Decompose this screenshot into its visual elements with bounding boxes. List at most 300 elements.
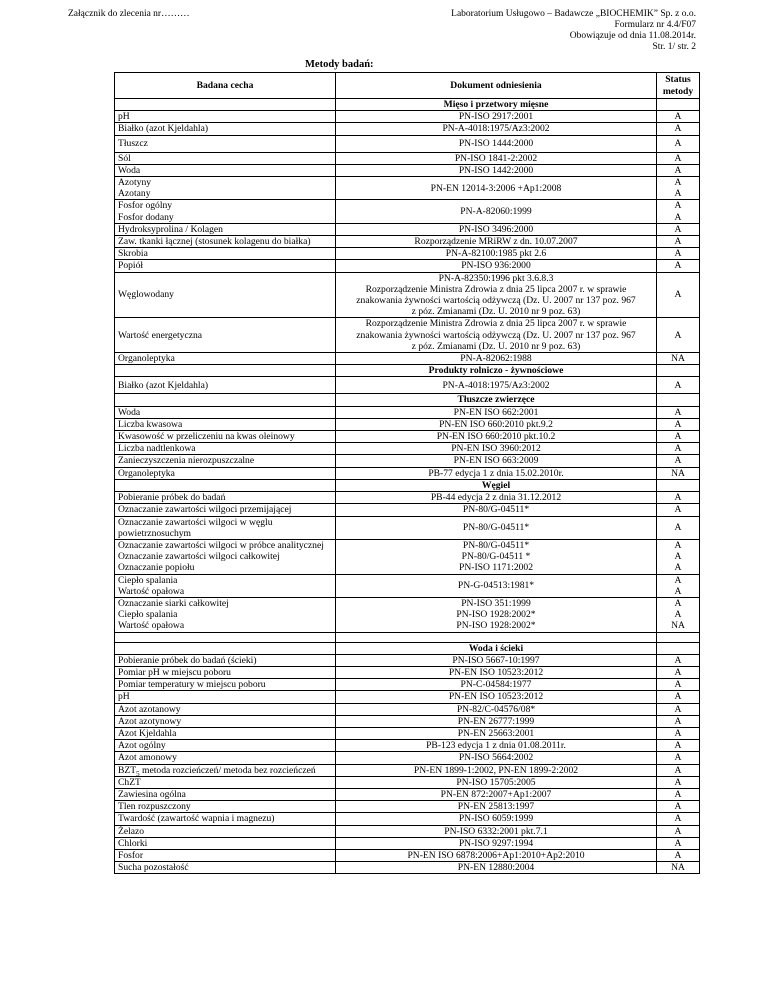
status-cell bbox=[657, 727, 700, 739]
document-cell bbox=[336, 418, 657, 430]
feature-cell bbox=[115, 740, 336, 752]
feature-cell bbox=[115, 406, 336, 418]
status-cell bbox=[657, 703, 700, 715]
table-row bbox=[115, 248, 700, 260]
feature-cell-line: Wartość opałowa bbox=[118, 585, 185, 597]
table-row bbox=[115, 200, 700, 223]
document-cell bbox=[336, 200, 657, 223]
document-cell-line: PN-ISO 3496:2000 bbox=[458, 223, 534, 235]
feature-cell-line: Tlen rozpuszczony bbox=[118, 801, 191, 813]
feature-cell-line: Popiół bbox=[118, 260, 144, 272]
feature-cell bbox=[115, 467, 336, 479]
lab-name: Laboratorium Usługowo – Badawcze „BIOCHEMIK” Sp. z o.o. bbox=[451, 9, 696, 19]
section-heading-left bbox=[115, 479, 336, 491]
status-cell bbox=[657, 666, 700, 678]
table-row bbox=[115, 801, 700, 813]
feature-cell bbox=[115, 200, 336, 223]
bzt-rest: metoda rozcieńczeń/ metoda bez rozcieńczeń bbox=[139, 764, 316, 776]
document-cell bbox=[336, 504, 657, 516]
feature-cell bbox=[115, 152, 336, 164]
status-cell-line: A bbox=[674, 703, 682, 715]
section-heading: Produkty rolniczo - żywnościowe bbox=[336, 365, 657, 377]
document-cell-line: PN-ISO 1442:2000 bbox=[458, 164, 534, 176]
feature-cell-line: Skrobia bbox=[118, 248, 148, 260]
document-cell bbox=[336, 574, 657, 597]
document-cell-line: PN-A-4018:1975/Az3:2002 bbox=[442, 123, 550, 135]
status-cell-line: A bbox=[674, 715, 682, 727]
table-row bbox=[115, 406, 700, 418]
feature-cell-line: Oznaczanie popiołu bbox=[118, 562, 195, 574]
document-cell-line: PN-EN 12014-3:2006 +Ap1:2008 bbox=[430, 182, 562, 194]
document-cell bbox=[336, 492, 657, 504]
section-heading-left bbox=[115, 99, 336, 111]
document-cell-line: Rozporządzenie Ministra Zdrowia z dnia 25 lipca 2007 r. w sprawie bbox=[365, 318, 627, 330]
table-row bbox=[115, 467, 700, 479]
status-cell bbox=[657, 492, 700, 504]
document-cell bbox=[336, 764, 657, 776]
feature-cell-line: Twardość (zawartość wapnia i magnezu) bbox=[118, 813, 275, 825]
feature-cell-line: Wartość opałowa bbox=[118, 620, 185, 632]
feature-cell bbox=[115, 164, 336, 176]
document-cell-line: PN-ISO 1171:2002 bbox=[459, 562, 533, 574]
status-cell bbox=[657, 318, 700, 353]
document-cell-line: PN-80/G-04511* bbox=[462, 522, 530, 534]
document-cell-line: Rozporządzenie MRiRW z dn. 10.07.2007 bbox=[414, 236, 578, 248]
page-number: Str. 1/ str. 2 bbox=[652, 42, 696, 52]
document-cell-line: PN-EN ISO 663:2009 bbox=[453, 455, 539, 467]
table-row bbox=[115, 574, 700, 597]
feature-cell bbox=[115, 135, 336, 152]
status-cell bbox=[657, 455, 700, 467]
feature-cell bbox=[115, 837, 336, 849]
section-heading-row bbox=[115, 99, 700, 111]
section-heading: Mięso i przetwory mięsne bbox=[336, 99, 657, 111]
header-left-note: Załącznik do zlecenia nr……… bbox=[68, 9, 190, 19]
status-cell bbox=[657, 597, 700, 632]
document-cell bbox=[336, 455, 657, 467]
document-cell-line: PN-EN 12880:2004 bbox=[457, 862, 535, 874]
feature-cell-line: Azotany bbox=[118, 188, 151, 200]
table-row bbox=[115, 272, 700, 318]
document-cell bbox=[336, 654, 657, 666]
feature-cell bbox=[115, 666, 336, 678]
table-row bbox=[115, 788, 700, 800]
document-cell bbox=[336, 740, 657, 752]
feature-cell-line: Oznaczanie siarki całkowitej bbox=[118, 597, 229, 609]
document-cell-line: PN-A-4018:1975/Az3:2002 bbox=[442, 379, 550, 391]
status-cell bbox=[657, 654, 700, 666]
status-cell-line: A bbox=[674, 585, 682, 597]
document-cell bbox=[336, 666, 657, 678]
table-row bbox=[115, 318, 700, 353]
feature-cell-line: Ciepło spalania bbox=[118, 574, 178, 586]
document-cell-line: PN-EN 872:2007+Ap1:2007 bbox=[440, 788, 552, 800]
feature-cell-line: Oznaczanie zawartości wilgoci przemijającej bbox=[118, 504, 292, 516]
feature-cell bbox=[115, 248, 336, 260]
status-cell-line: A bbox=[674, 289, 682, 301]
document-cell-line: PN-ISO 1928:2002* bbox=[456, 609, 536, 621]
feature-cell bbox=[115, 813, 336, 825]
feature-cell-line: Zanieczyszczenia nierozpuszczalne bbox=[118, 455, 255, 467]
form-number: Formularz nr 4.4/F07 bbox=[614, 20, 696, 30]
document-cell-line: PN-C-04584:1977 bbox=[460, 679, 532, 691]
feature-cell-line: Woda bbox=[118, 406, 141, 418]
document-cell bbox=[336, 715, 657, 727]
feature-cell bbox=[115, 788, 336, 800]
table-body bbox=[115, 99, 700, 874]
document-cell bbox=[336, 431, 657, 443]
document-cell-line: znakowania żywności wartością odżywczą (Dz. U. 2007 nr 137 poz. 967 bbox=[356, 295, 636, 307]
status-cell-line: A bbox=[674, 443, 682, 455]
table-row bbox=[115, 740, 700, 752]
status-cell bbox=[657, 691, 700, 703]
document-cell-line: PN-EN 1899-1:2002, PN-EN 1899-2:2002 bbox=[413, 764, 579, 776]
status-cell-line: NA bbox=[671, 862, 685, 874]
bzt-label: BZT bbox=[118, 764, 137, 776]
status-cell-line: A bbox=[674, 200, 682, 212]
feature-cell bbox=[115, 801, 336, 813]
section-heading: Tłuszcze zwierzęce bbox=[336, 394, 657, 406]
table-row bbox=[115, 666, 700, 678]
status-cell bbox=[657, 837, 700, 849]
table-row bbox=[115, 492, 700, 504]
feature-cell bbox=[115, 597, 336, 632]
table-row bbox=[115, 353, 700, 365]
status-cell-line: A bbox=[674, 597, 682, 609]
status-cell bbox=[657, 200, 700, 223]
status-cell bbox=[657, 715, 700, 727]
status-cell bbox=[657, 377, 700, 394]
document-cell bbox=[336, 849, 657, 861]
status-cell-line: A bbox=[674, 539, 682, 551]
status-cell bbox=[657, 504, 700, 516]
table-row bbox=[115, 679, 700, 691]
section-heading-right bbox=[657, 394, 700, 406]
document-cell bbox=[336, 135, 657, 152]
status-cell bbox=[657, 431, 700, 443]
feature-cell bbox=[115, 177, 336, 200]
document-cell bbox=[336, 752, 657, 764]
table-row bbox=[115, 504, 700, 516]
document-cell bbox=[336, 813, 657, 825]
table-row bbox=[115, 152, 700, 164]
document-cell-line: PB-44 edycja 2 z dnia 31.12.2012 bbox=[430, 492, 562, 504]
document-cell-line: PN-A-82062:1988 bbox=[460, 353, 532, 365]
column-header-feature: Badana cecha bbox=[115, 73, 336, 99]
document-cell bbox=[336, 539, 657, 574]
feature-cell bbox=[115, 715, 336, 727]
status-cell-line: A bbox=[674, 788, 682, 800]
status-cell-line: A bbox=[674, 418, 682, 430]
feature-cell bbox=[115, 516, 336, 539]
document-cell bbox=[336, 679, 657, 691]
section-heading-left bbox=[115, 642, 336, 654]
feature-cell-line: Liczba kwasowa bbox=[118, 418, 183, 430]
section-heading-right bbox=[657, 365, 700, 377]
feature-cell bbox=[115, 377, 336, 394]
document-cell-line: PN-ISO 15705:2005 bbox=[456, 776, 536, 788]
status-cell bbox=[657, 111, 700, 123]
status-cell-line: A bbox=[674, 574, 682, 586]
status-cell-line: A bbox=[674, 455, 682, 467]
document-cell-line: PN-ISO 5667-10:1997 bbox=[452, 654, 540, 666]
document-cell-line: PN-A-82100:1985 pkt 2.6 bbox=[445, 248, 547, 260]
feature-cell-line: Oznaczanie zawartości wilgoci całkowitej bbox=[118, 551, 280, 563]
status-cell-line: A bbox=[674, 111, 682, 123]
feature-cell-line: Zawiesina ogólna bbox=[118, 788, 186, 800]
status-cell-line: A bbox=[674, 752, 682, 764]
status-cell bbox=[657, 353, 700, 365]
spacer-cell bbox=[336, 632, 657, 642]
status-cell bbox=[657, 443, 700, 455]
document-cell-line: PN-82/C-04576/08* bbox=[456, 703, 536, 715]
table-row bbox=[115, 703, 700, 715]
document-cell bbox=[336, 236, 657, 248]
status-cell-line: A bbox=[674, 551, 682, 563]
feature-cell-line: Azotyny bbox=[118, 177, 152, 189]
document-cell bbox=[336, 152, 657, 164]
status-cell bbox=[657, 516, 700, 539]
status-cell bbox=[657, 248, 700, 260]
feature-cell-line: pH bbox=[118, 111, 130, 123]
table-row bbox=[115, 654, 700, 666]
document-cell-line: PN-EN ISO 10523:2012 bbox=[448, 691, 544, 703]
status-cell bbox=[657, 164, 700, 176]
status-cell-line: A bbox=[674, 138, 682, 149]
section-heading-right bbox=[657, 642, 700, 654]
feature-cell bbox=[115, 111, 336, 123]
section-heading-row bbox=[115, 642, 700, 654]
section-heading: Woda i ścieki bbox=[336, 642, 657, 654]
feature-cell-line: Pomiar pH w miejscu poboru bbox=[118, 666, 231, 678]
status-cell-line: A bbox=[674, 666, 682, 678]
document-cell-line: Rozporządzenie Ministra Zdrowia z dnia 25 lipca 2007 r. w sprawie bbox=[365, 283, 627, 295]
feature-cell bbox=[115, 727, 336, 739]
table-row bbox=[115, 223, 700, 235]
status-cell-line: NA bbox=[671, 353, 685, 365]
table-row bbox=[115, 752, 700, 764]
document-cell bbox=[336, 597, 657, 632]
feature-cell-line: Fosfor bbox=[118, 849, 144, 861]
document-cell bbox=[336, 788, 657, 800]
status-cell-line: A bbox=[674, 654, 682, 666]
document-cell bbox=[336, 516, 657, 539]
status-cell bbox=[657, 788, 700, 800]
status-cell bbox=[657, 752, 700, 764]
feature-cell bbox=[115, 418, 336, 430]
document-cell-line: PN-ISO 5664:2002 bbox=[458, 752, 534, 764]
feature-cell-line: Hydroksyprolina / Kolagen bbox=[118, 223, 223, 235]
feature-cell-line: Białko (azot Kjeldahla) bbox=[118, 379, 209, 391]
document-cell-line: z póz. Zmianami (Dz. U. 2010 nr 9 poz. 63) bbox=[411, 340, 581, 352]
section-heading-row bbox=[115, 394, 700, 406]
feature-cell bbox=[115, 539, 336, 574]
table-row bbox=[115, 177, 700, 200]
feature-cell bbox=[115, 752, 336, 764]
feature-cell-line: Chlorki bbox=[118, 837, 148, 849]
table-row bbox=[115, 825, 700, 837]
table-row bbox=[115, 813, 700, 825]
feature-cell bbox=[115, 574, 336, 597]
document-cell bbox=[336, 801, 657, 813]
document-cell-line: PN-ISO 9297:1994 bbox=[458, 837, 534, 849]
document-cell bbox=[336, 727, 657, 739]
document-cell-line: PN-80/G-04511 * bbox=[461, 551, 531, 563]
feature-cell bbox=[115, 654, 336, 666]
status-cell-line: A bbox=[674, 177, 682, 189]
document-cell-line: PN-ISO 351:1999 bbox=[461, 597, 531, 609]
status-cell-line: A bbox=[674, 679, 682, 691]
document-cell bbox=[336, 223, 657, 235]
feature-cell-line: Liczba nadtlenkowa bbox=[118, 443, 196, 455]
document-cell-line: znakowania żywności wartością odżywczą (Dz. U. 2007 nr 137 poz. 967 bbox=[356, 329, 636, 341]
status-cell-line: A bbox=[674, 825, 682, 837]
status-cell bbox=[657, 776, 700, 788]
feature-cell bbox=[115, 223, 336, 235]
table-row bbox=[115, 135, 700, 152]
status-cell-line: A bbox=[674, 849, 682, 861]
document-cell-line: PN-ISO 1444:2000 bbox=[458, 138, 534, 149]
status-cell-line: A bbox=[674, 522, 682, 534]
document-cell-line: PN-G-04513:1981* bbox=[457, 580, 535, 592]
section-heading-row bbox=[115, 479, 700, 491]
status-cell bbox=[657, 123, 700, 135]
feature-cell-line: Oznaczanie zawartości wilgoci w węglu bbox=[118, 516, 273, 528]
status-cell-line: A bbox=[674, 379, 682, 391]
spacer-cell bbox=[657, 632, 700, 642]
document-cell-line: PN-ISO 1841-2:2002 bbox=[454, 152, 538, 164]
status-cell bbox=[657, 152, 700, 164]
feature-cell bbox=[115, 825, 336, 837]
document-cell-line: PN-80/G-04511* bbox=[462, 539, 530, 551]
table-row bbox=[115, 764, 700, 776]
feature-cell bbox=[115, 679, 336, 691]
methods-table bbox=[114, 72, 700, 874]
document-cell-line: PN-ISO 6332:2001 pkt.7.1 bbox=[444, 825, 548, 837]
feature-cell-line: Azot azotanowy bbox=[118, 703, 181, 715]
feature-cell bbox=[115, 272, 336, 318]
document-cell-line: PN-EN ISO 3960:2012 bbox=[451, 443, 541, 455]
status-cell bbox=[657, 539, 700, 574]
feature-cell-line: Pobieranie próbek do badań (ścieki) bbox=[118, 654, 257, 666]
document-cell-line: PB-77 edycja 1 z dnia 15.02.2010r. bbox=[428, 467, 564, 479]
feature-cell bbox=[115, 492, 336, 504]
status-cell bbox=[657, 825, 700, 837]
document-cell-line: PN-ISO 6059:1999 bbox=[458, 813, 534, 825]
status-cell bbox=[657, 135, 700, 152]
document-cell bbox=[336, 467, 657, 479]
feature-cell-line: Tłuszcz bbox=[118, 138, 148, 149]
feature-cell-line: Azot azotynowy bbox=[118, 715, 182, 727]
table-row bbox=[115, 111, 700, 123]
feature-cell-line: pH bbox=[118, 691, 130, 703]
feature-cell-line: Oznaczanie zawartości wilgoci w próbce analitycznej bbox=[118, 539, 324, 551]
document-cell bbox=[336, 123, 657, 135]
feature-cell-line: Wartość energetyczna bbox=[118, 329, 203, 341]
table-row bbox=[115, 597, 700, 632]
document-cell bbox=[336, 837, 657, 849]
feature-cell-line: ChZT bbox=[118, 776, 141, 788]
status-cell bbox=[657, 236, 700, 248]
status-cell-line: A bbox=[674, 329, 682, 341]
status-cell bbox=[657, 177, 700, 200]
document-cell bbox=[336, 272, 657, 318]
document-cell bbox=[336, 318, 657, 353]
feature-cell bbox=[115, 455, 336, 467]
status-cell-line: A bbox=[674, 504, 682, 516]
section-heading-left bbox=[115, 365, 336, 377]
status-cell bbox=[657, 574, 700, 597]
table-row bbox=[115, 236, 700, 248]
document-cell bbox=[336, 353, 657, 365]
feature-cell-line: Sól bbox=[118, 152, 131, 164]
feature-cell-line: Ciepło spalania bbox=[118, 609, 178, 621]
document-cell bbox=[336, 177, 657, 200]
feature-cell bbox=[115, 703, 336, 715]
table-row bbox=[115, 455, 700, 467]
status-cell bbox=[657, 260, 700, 272]
status-cell-line: A bbox=[674, 837, 682, 849]
status-cell bbox=[657, 740, 700, 752]
feature-cell bbox=[115, 123, 336, 135]
status-cell-line: NA bbox=[671, 620, 685, 632]
status-cell-line: A bbox=[674, 211, 682, 223]
status-cell bbox=[657, 467, 700, 479]
feature-cell-line: Zaw. tkanki łącznej (stosunek kolagenu do białka) bbox=[118, 236, 311, 248]
status-cell-line: A bbox=[674, 691, 682, 703]
feature-cell-line: Żelazo bbox=[118, 825, 145, 837]
status-cell bbox=[657, 223, 700, 235]
status-cell-line: NA bbox=[671, 467, 685, 479]
table-header-row bbox=[115, 73, 700, 99]
spacer-row bbox=[115, 632, 700, 642]
document-cell bbox=[336, 111, 657, 123]
document-cell-line: PN-EN ISO 10523:2012 bbox=[448, 666, 544, 678]
page-title: Metody badań: bbox=[305, 59, 374, 70]
status-cell-line: A bbox=[674, 260, 682, 272]
document-cell bbox=[336, 248, 657, 260]
feature-cell-line: Azot Kjeldahla bbox=[118, 727, 177, 739]
table-row bbox=[115, 516, 700, 539]
document-cell-line: PN-A-82350:1996 pkt 3.6.8.3 bbox=[438, 272, 554, 284]
feature-cell-line: Węglowodany bbox=[118, 289, 174, 301]
document-cell-line: PN-EN 26777:1999 bbox=[457, 715, 535, 727]
status-cell-line: A bbox=[674, 776, 682, 788]
feature-cell-line: Azot amonowy bbox=[118, 752, 177, 764]
status-cell bbox=[657, 406, 700, 418]
feature-cell-line: Pobieranie próbek do badań bbox=[118, 492, 226, 504]
section-heading-left bbox=[115, 394, 336, 406]
document-cell bbox=[336, 862, 657, 874]
document-cell bbox=[336, 825, 657, 837]
status-cell bbox=[657, 849, 700, 861]
document-cell bbox=[336, 691, 657, 703]
feature-cell-line bbox=[118, 765, 332, 776]
status-cell-line: A bbox=[674, 609, 682, 621]
status-cell bbox=[657, 764, 700, 776]
status-cell-line: A bbox=[674, 406, 682, 418]
document-cell bbox=[336, 260, 657, 272]
feature-cell bbox=[115, 443, 336, 455]
document-cell bbox=[336, 776, 657, 788]
document-cell-line: PN-EN ISO 6878:2006+Ap1:2010+Ap2:2010 bbox=[407, 849, 585, 861]
column-header-document: Dokument odniesienia bbox=[336, 73, 657, 99]
table-row bbox=[115, 431, 700, 443]
feature-cell-line: Azot ogólny bbox=[118, 740, 166, 752]
status-cell bbox=[657, 679, 700, 691]
table-row bbox=[115, 123, 700, 135]
status-cell-line: A bbox=[674, 164, 682, 176]
